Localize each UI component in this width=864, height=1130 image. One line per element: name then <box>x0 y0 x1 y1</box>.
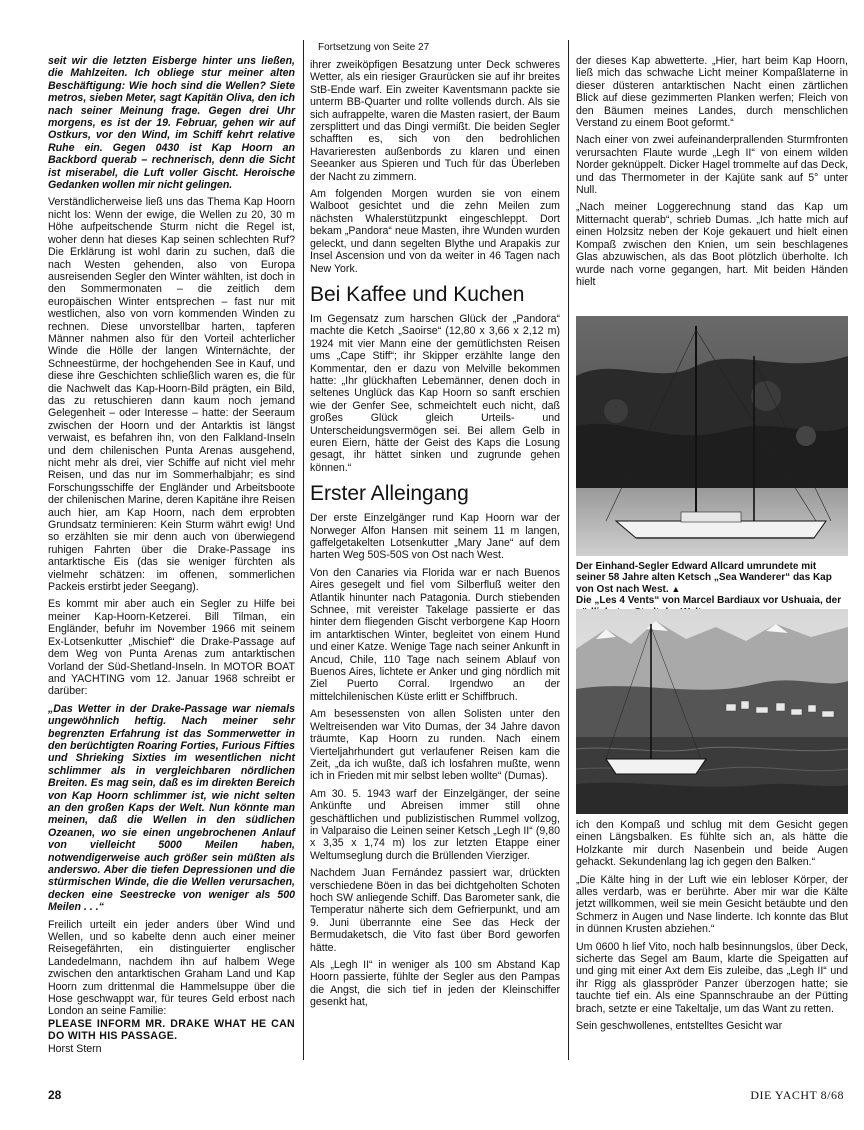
paragraph: Um 0600 h lief Vito, noch halb besinnungslos, über Deck, sicherte das Segel am Baum, klarte die Speigatten auf und ging mit einer Axt dem Eis zuleibe, das „Legh II“ und ihr Rigg als glasspröder Panzer überzogen hatte; sie tauchte tief ein. Als eine Spannschraube an der Pütting brach, setzte er eine Takeltalje, um das Want zu retten. <box>576 940 848 1015</box>
telegram-text: PLEASE INFORM MR. DRAKE WHAT HE CAN DO WITH HIS PASSAGE. <box>48 1017 295 1043</box>
triangle-up-icon: ▲ <box>671 583 681 594</box>
paragraph: Der erste Einzelgänger rund Kap Hoorn war der Norweger Alfon Hansen mit seinem 11 m langen, gaffelgetakelten Lotsenkutter „Mary Jane“ auf dem harten Weg 50S-50S von Ost nach West. <box>310 512 560 562</box>
paragraph: ihrer zweiköpfigen Besatzung unter Deck schweres Wetter, als ein riesiger Graurücken sie auf ihr breites StB-Ende warf. Ein zweiter Kaventsmann packte sie unterm BB-Quarter und rollte vollends durch. Als sie sich aufrappelte, waren die Masten rasiert, der Baum zersplittert und das Dingi vermißt. Die beiden Segler schafften es, sich von den bedrohlichen Havarieresten außenbords zu klaren und einen Seeanker aus Spieren und Tuch für das Überleben der Nacht zu zimmern. <box>310 59 560 183</box>
paragraph: Nach einer von zwei aufeinanderprallenden Sturmfronten verursachten Flaute wurde „Legh II“ von einem wilden Norder geknüppelt. Dicker Hagel trommelte auf das Deck, und das Thermometer in der Kajüte sank auf 5° unter Null. <box>576 134 848 197</box>
column-1 <box>48 55 295 1060</box>
quote-paragraph: „Das Wetter in der Drake-Passage war niemals ungewöhnlich heftig. Nach meiner sehr begrenzten Erfahrung ist das Sommerwetter in den berüchtigten Roaring Forties, Furious Fifties und Shrieking Sixties im wesentlichen nicht schlimmer als in vergleichbaren nördlichen Breiten. Es mag sein, daß es im direkten Bereich von Kap Hoorn schlimmer ist, wie nicht selten an den großen Kaps der Welt. Nun könnte man meinen, daß die Wellen in den südlichen Ozeanen, wo sie einen ungebrochenen Anlauf von vielleicht 5000 Meilen haben, notwendigerweise auch größer sein müßten als anderswo. Aber die tiefen Depressionen und die stürmischen Winde, die die Wellen verursachen, decken eine Seestrecke von weniger als 500 Meilen . . .“ <box>48 702 295 914</box>
photo-les-4-vents <box>576 609 848 814</box>
paragraph: Sein geschwollenes, entstelltes Gesicht war <box>576 1020 783 1033</box>
paragraph: Freilich urteilt ein jeder anders über Wind und Wellen, und so kabelte denn auch einer meiner Reisegefährten, ein distinguierter englischer Landedelmann, nachdem ihn auf halbem Wege zwischen den antarktischen Graham Land und Kap Hoorn zum drittenmal die Hammelsuppe über die Hose geschwappt war, für teures Geld erbost nach London an seine Familie: <box>48 918 295 1018</box>
photo-sea-wanderer <box>576 316 848 556</box>
paragraph: Als „Legh II“ in weniger als 100 sm Abstand Kap Hoorn passierte, fühlte der Segler aus den Pampas die Angst, die sich tief in jeden der Kleinschiffer gesenkt hat, <box>310 959 560 1009</box>
caption-text: Die „Les 4 Vents“ von Marcel Bardiaux vor Ushuaia, der <box>576 595 842 607</box>
paragraph: Im Gegensatz zum harschen Glück der „Pandora“ machte die Ketch „Saoirse“ (12,80 x 3,66 x 2,12 m) 1924 mit vier Mann eine der gemütlichsten Reisen ums „Cape Stiff“; ihr Skipper erzählte lange den Kommentar, den er dazu von Melville bekommen hatte: „Ihr glückhaften Lebemänner, denen doch in seltenes Unglück das Kap Hoorn so sanft erschien wie der Genfer See, schmeichtelt euch nicht, daß großes Glück gleich Urteils- und Unterscheidungsvermögen sei. Bei allem Gelb in euren Eiern, hätte der Geist des Kaps die Losung gesagt, ihr hättet sinken und zugrunde gehen können.“ <box>310 312 560 474</box>
caption-text: Der Einhand-Segler Edward Allcard umrundete mit seiner 58 Jahre alten Ketsch „Sea Wanderer“ das Kap von Ost nach West. <box>576 561 832 595</box>
continuation-note: Fortsetzung von Seite 27 <box>318 42 430 53</box>
column-rule-right <box>568 40 569 1060</box>
magazine-issue: DIE YACHT 8/68 <box>750 1088 844 1102</box>
column-2 <box>310 59 560 1014</box>
section-heading: Erster Alleingang <box>310 482 469 506</box>
paragraph: seit wir die letzten Eisberge hinter uns ließen, die Mahlzeiten. Ich obliege stur meiner alten Beschäftigung: Wie hoch sind die Wellen? Siete metros, sieben Meter, sagt Kapitän Oliva, den ich nach seiner Meinung frage. Gegen drei Uhr morgens, es ist der 19. Februar, gehen wir auf Ostkurs, vor den Wind, im Schiff kehrt relative Ruhe ein. Gegen 0430 ist Kap Hoorn an Backbord querab – rechnerisch, denn die Sicht ist miserabel, die Luft voller Gischt. Heroische Gedanken wollen mir nicht gelingen. <box>48 55 295 192</box>
paragraph: Nachdem Juan Fernández passiert war, drückten verschiedene Böen in das bei dichtgeholten Schoten hoch SW anliegende Schiff. Das Barometer sank, die Temperatur näherte sich dem Gefrierpunkt, und am 9. Juni überrannte eine See das Heck der Bermudaketsch, die Vito fast über Bord geworfen hätte. <box>310 867 560 954</box>
caption-1 <box>576 561 848 595</box>
paragraph: Am besessensten von allen Solisten unter den Weltreisenden war Vito Dumas, der 34 Jahre davon träumte, Kap Hoorn zu runden. Nach einem Vierteljahrhundert gut verlaufener Reisen kam die Zeit, „da ich wußte, daß ich losfahren mußte, wenn ich in Frieden mit mir selbst leben wollte“ (Dumas). <box>310 708 560 783</box>
page-number: 28 <box>48 1088 62 1102</box>
paragraph: Es kommt mir aber auch ein Segler zu Hilfe bei meiner Kap-Hoorn-Ketzerei. Bill Tilman, ein Engländer, befuhr im November 1966 mit seinem Ex-Lotsenkutter „Mischief“ die Drake-Passage auf dem Weg von Punta Arenas zum antarktischen Vorland der Süd-Shetland-Inseln. In MOTOR BOAT and YACHTING vom 12. Januar 1968 schreibt er darüber: <box>48 598 295 698</box>
paragraph: Am folgenden Morgen wurden sie von einem Walboot gesichtet und die zehn Meilen zum nächsten Whalerstützpunkt eingeschleppt. Dort bekam „Pandora“ neue Masten, ihre Wunden wurden geleckt, und dann segelten Blythe und Arapakis zur Insel Ascension und von da weiter in 46 Tagen nach New York. <box>310 188 560 275</box>
paragraph: Am 30. 5. 1943 warf der Einzelgänger, der seine Ankünfte und Abreisen immer still ohne geschäftlichen und publizistischen Rummel vollzog, in Valparaiso die Leinen seiner Ketsch „Legh II“ (9,80 x 3,35 x 1,74 m) los zur letzten Etappe einer Weltumseglung durch die Brüllenden Vierziger. <box>310 787 560 862</box>
column-3 <box>576 55 848 293</box>
paragraph: ich den Kompaß und schlug mit dem Gesicht gegen einen Längsbalken. Es fühlte sich an, als hätte die Holzkante mir durch Nasenbein und beide Augen gehackt. Sekundenlang lag ich gegen den Balken.“ <box>576 819 848 869</box>
section-heading: Bei Kaffee und Kuchen <box>310 282 525 306</box>
author-signature: Horst Stern <box>48 1042 102 1055</box>
paragraph: der dieses Kap abwetterte. „Hier, hart beim Kap Hoorn, ließ mich das schwache Licht meiner Kompaßlaterne in dieser düsteren antarktischen Nacht einen zärtlichen Blick auf diese gezimmerten Planken werfen; Fleich von den Bäumen meines Landes, durch menschlichen Verstand zu einem Boot geformt.“ <box>576 55 848 130</box>
paragraph: Verständlicherweise ließ uns das Thema Kap Hoorn nicht los: Wenn der ewige, die Wellen zu 20, 30 m Höhe aufpeitschende Sturm nicht die Regel ist, woher denn hat dieses Kap seinen schlechten Ruf? Die Erklärung ist wohl darin zu suchen, daß die nach Westen gehenden, also von Europa ausreisenden Segler den Winter wählten, ist doch in den Sommermonaten – die zeitlich dem europäischen Winter entsprechen – fast nur mit westlichen, also von vorn kommenden Winden zu rechnen. Diese unvorstellbar harten, tapferen Männer nahmen also für den Vorteil achterlicher Winde die Hölle der langen Winternächte, der Schneestürme, der hochgehenden See in Kauf, und diese ihre Geschichten schließlich waren es, die für die Nachwelt das Kap-Hoorn-Bild prägten, ein Bild, das zu retuschieren dann kaum noch jemand Gelegenheit – oder Interesse – hatte: der Seeraum zwischen der Hoorn und der Antarktis ist längst verwaist, es befahren ihn, von den Falkland-Inseln und dem chilenischen Punta Arenas ausgehend, nicht mehr als drei, vier Schiffe auf nicht viel mehr Reisen, und das nur im Sommerhalbjahr; es sind Forschungsschiffe der Engländer und Arbeitsboote der chilenischen Marine, deren Kapitäne ihre Reisen auch hier, am Kap Hoorn, nach dem erprobten Grundsatz terminieren: Kein Sturm währt ewig! Und so erzählten sie mir denn auch von überwiegend ruhigen Fahrten über die Drake-Passage ins antarktische Eis (das sie weniger fürchten als vielmehr schätzen: im offenen, sommerlichen Packeis erstirbt jeder Seegang). <box>48 196 295 594</box>
column-rule-left <box>303 40 304 1060</box>
column-3-bottom <box>576 819 848 1038</box>
paragraph: Von den Canaries via Florida war er nach Buenos Aires gesegelt und fiel vom Silberfluß weiter den Atlantik hinunter nach Patagonia. Durch stiebenden Schnee, mit vereister Takelage passierte er das hinter dem fliegenden Gischt verborgene Kap Hoorn im antarktischen Winter, begleitet von einem Hund und einer Katze. Wenige Tage nach seiner Ankunft in Ancud, Chile, 110 Tage nach seinem Ablauf von Buenos Aires, lichtete er Anker und ging nördlich mit Ziel Puerto Corral. Irgendwo an der mittelchilenischen Küste erlitt er Schiffbruch. <box>310 566 560 703</box>
paragraph: „Nach meiner Loggerechnung stand das Kap um Mitternacht querab“, schrieb Dumas. „Ich hatte mich auf einen Holzsitz neben der Koje gekauert und hielt einen Kompaß zwischen den Knien, um sein beschlagenes Glas abzuwischen, als das Boot plötzlich überholte. Ich wurde nach vorne gegangen, hart. Mit beiden Händen hielt <box>576 201 848 288</box>
paragraph: „Die Kälte hing in der Luft wie ein lebloser Körper, der alles verdarb, was er berührte. Aber mir war die Kälte jetzt willkommen, weil sie mein Gesicht betäubte und den Schmerz in Augen und Nase linderte. Ich konnte das Blut in dünnen Krusten abziehen.“ <box>576 873 848 936</box>
